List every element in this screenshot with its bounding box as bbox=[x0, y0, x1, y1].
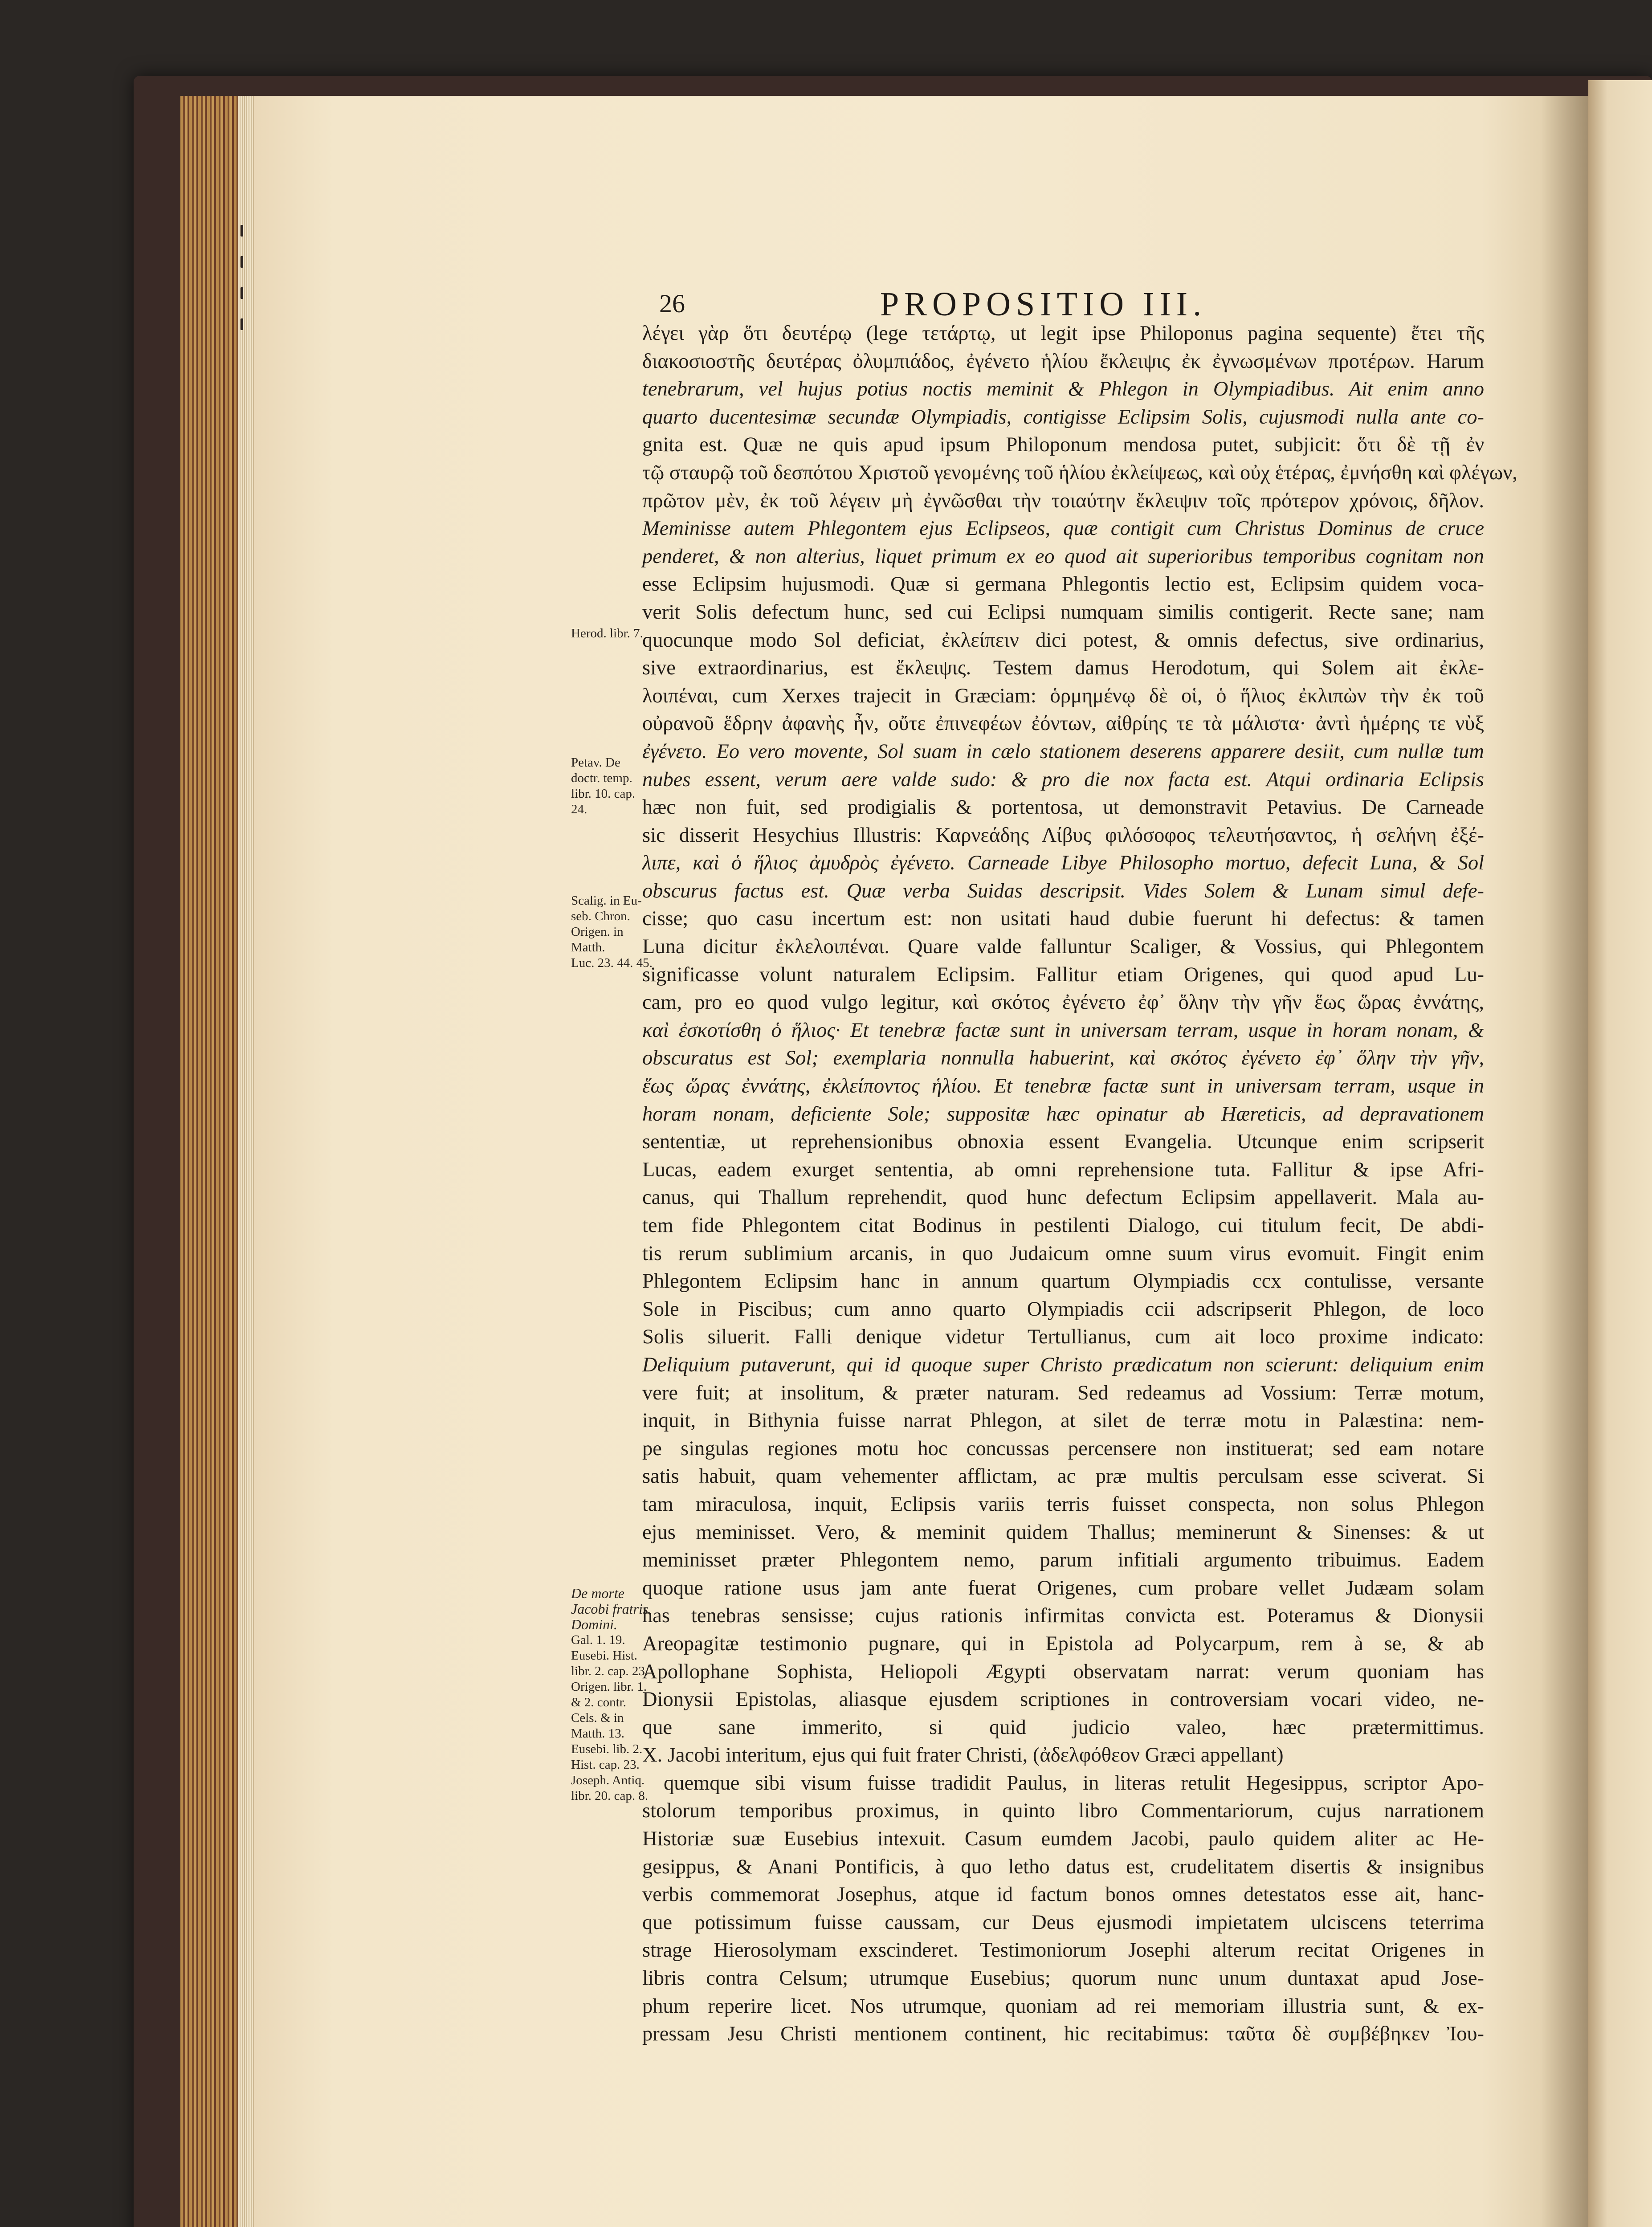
margin-note-line: Herod. libr. 7. bbox=[571, 626, 643, 640]
text-line: tenebrarum, vel hujus potius noctis meminit & Phlegon in Olympiadibus. Ait enim anno bbox=[642, 378, 1484, 401]
margin-note bbox=[571, 1585, 649, 1804]
text-line: meminisset præter Phlegontem nemo, parum infitiali argumento tribuimus. Eadem bbox=[642, 1549, 1484, 1572]
text-line: tem fide Phlegontem citat Bodinus in pestilenti Dialogo, cui titulum fecit, De abdi- bbox=[642, 1214, 1484, 1237]
text-line: cam, pro eo quod vulgo legitur, καὶ σκότος ἐγένετο ἐφ᾽ ὅλην τὴν γῆν ἕως ὥρας ἐννάτης, bbox=[642, 991, 1484, 1014]
text-line: ἐγένετο. Eo vero movente, Sol suam in cælo stationem deserens apparere desiit, cum nullæ tum bbox=[642, 740, 1484, 763]
body-text bbox=[642, 320, 1517, 2048]
text-line: tis rerum sublimium arcanis, in quo Judaicum omne suum virus evomuit. Fingit enim bbox=[642, 1242, 1484, 1265]
margin-note-line: libr. 10. cap. bbox=[571, 787, 636, 801]
text-line: sic disserit Hesychius Illustris: Καρνεάδης Λίβυς φιλόσοφος τελευτήσαντος, ἡ σελήνη ἐξέ- bbox=[642, 824, 1484, 847]
text-line: gnita est. Quæ ne quis apud ipsum Philoponum mendosa putet, subjicit: ὅτι δὲ τῇ ἐν bbox=[642, 433, 1484, 457]
page-header bbox=[659, 285, 1505, 321]
margin-note-line: Luc. 23. 44. 45. bbox=[571, 956, 653, 970]
text-line: sententiæ, ut reprehensionibus obnoxia essent Evangelia. Utcunque enim scripserit bbox=[642, 1130, 1484, 1154]
text-line: obscurus factus est. Quæ verba Suidas descripsit. Vides Solem & Lunam simul defe- bbox=[642, 879, 1484, 902]
text-line: nubes essent, verum aere valde sudo: & pro die nox facta est. Atqui ordinaria Eclipsis bbox=[642, 768, 1484, 791]
gilt-page-edge bbox=[180, 96, 241, 2227]
margin-note bbox=[571, 626, 642, 641]
text-line: has tenebras sensisse; cujus rationis infirmitas convicta est. Poteramus & Dionysii bbox=[642, 1604, 1484, 1627]
page-number: 26 bbox=[659, 289, 685, 318]
text-line: quarto ducentesimæ secundæ Olympiadis, contigisse Eclipsim Solis, cujusmodi nulla ante co- bbox=[642, 405, 1484, 428]
text-line: X. Jacobi interitum, ejus qui fuit frater Christi, (ἀδελφόθεον Græci appellant) bbox=[642, 1744, 1284, 1767]
margin-note-line: 24. bbox=[571, 802, 587, 816]
text-line: διακοσιοστῆς δευτέρας ὀλυμπιάδος, ἐγένετο ἡλίου ἔκλειψις ἐκ ἐγνωσμένων προτέρων. Harum bbox=[642, 350, 1484, 373]
margin-note-line: Scalig. in Eu- bbox=[571, 893, 642, 908]
margin-note-line: Matth. bbox=[571, 940, 605, 954]
text-line: verbis commemorat Josephus, atque id factum bonos omnes detestatos esse ait, hanc- bbox=[642, 1883, 1484, 1906]
margin-note-line: Joseph. Antiq. bbox=[571, 1773, 645, 1787]
text-line: quoque ratione usus jam ante fuerat Origenes, cum probare vellet Judæam solam bbox=[642, 1576, 1484, 1599]
margin-note-line: seb. Chron. bbox=[571, 909, 630, 923]
margin-note-line: De morte bbox=[571, 1585, 624, 1601]
text-line: Sole in Piscibus; cum anno quarto Olympiadis ccii adscripserit Phlegon, de loco bbox=[642, 1297, 1484, 1321]
text-line: significasse volunt naturalem Eclipsim. Fallitur etiam Origenes, qui quod apud Lu- bbox=[642, 963, 1484, 986]
text-line: tam miraculosa, inquit, Eclipsis variis terris fuisset conspecta, non solus Phlegon bbox=[642, 1493, 1484, 1516]
text-line: phum reperire licet. Nos utrumque, quoniam ad rei memoriam illustria sunt, & ex- bbox=[642, 1995, 1484, 2018]
margin-note-line: & 2. contr. bbox=[571, 1695, 627, 1709]
text-line: stolorum temporibus proximus, in quinto libro Commentariorum, cujus narrationem bbox=[642, 1799, 1484, 1823]
margin-note-line: Domini. bbox=[571, 1616, 617, 1632]
gutter-shadow bbox=[1541, 96, 1588, 2227]
margin-note-line: Gal. 1. 19. bbox=[571, 1633, 625, 1647]
running-head: PROPOSITIO III. bbox=[880, 286, 1207, 323]
page-stack-edge bbox=[238, 96, 254, 2227]
text-line: Historiæ suæ Eusebius intexuit. Casum eumdem Jacobi, paulo quidem aliter ac He- bbox=[642, 1827, 1484, 1851]
text-line: gesippus, & Anani Pontificis, à quo letho datus est, crudelitatem disertis & insignibus bbox=[642, 1855, 1484, 1878]
margin-note-line: Jacobi fratris bbox=[571, 1601, 649, 1617]
text-line: οὐρανοῦ ἕδρην ἀφανὴς ἦν, οὔτε ἐπινεφέων ἐόντων, αἰθρίης τε τὰ μάλιστα· ἀντὶ ἡμέρης τε νὺξ bbox=[642, 712, 1484, 735]
text-line: λοιπέναι, cum Xerxes trajecit in Græciam: ὁρμημένῳ δὲ οἱ, ὁ ἥλιος ἐκλιπὼν τὴν ἐκ τοῦ bbox=[642, 684, 1484, 707]
text-line: hæc non fuit, sed prodigialis & portentosa, ut demonstravit Petavius. De Carneade bbox=[642, 796, 1484, 819]
text-line: Dionysii Epistolas, aliasque ejusdem scriptiones in controversiam vocari video, ne- bbox=[642, 1688, 1484, 1711]
text-line: penderet, & non alterius, liquet primum ex eo quod ait superioribus temporibus cognitam non bbox=[642, 545, 1484, 568]
margin-note-line: Matth. 13. bbox=[571, 1726, 625, 1741]
text-line: καὶ ἐσκοτίσθη ὁ ἥλιος· Et tenebræ factæ sunt in universam terram, usque in horam nonam, & bbox=[642, 1019, 1484, 1042]
margin-note-line: libr. 2. cap. 23. bbox=[571, 1664, 649, 1678]
text-line: canus, qui Thallum reprehendit, quod hunc defectum Eclipsim appellaverit. Mala au- bbox=[642, 1186, 1484, 1209]
text-line: quocunque modo Sol deficiat, ἐκλείπειν dici potest, & omnis defectus, sive ordinarius, bbox=[642, 628, 1484, 652]
margin-note-line: libr. 20. cap. 8. bbox=[571, 1789, 649, 1803]
text-line: obscuratus est Sol; exemplaria nonnulla habuerint, καὶ σκότος ἐγένετο ἐφ᾽ ὅλην τὴν γῆν, bbox=[642, 1047, 1484, 1070]
margin-note-line: doctr. temp. bbox=[571, 771, 632, 785]
margin-note bbox=[571, 893, 653, 971]
margin-note-line: Eusebi. Hist. bbox=[571, 1648, 638, 1663]
margin-note-line: Origen. in bbox=[571, 925, 624, 939]
margin-note-line: Petav. De bbox=[571, 755, 620, 770]
margin-note bbox=[571, 755, 642, 817]
binding-holes bbox=[241, 225, 245, 367]
text-line: Meminisse autem Phlegontem ejus Eclipseos, quæ contigit cum Christus Dominus de cruce bbox=[642, 517, 1484, 540]
text-line: τῷ σταυρῷ τοῦ δεσπότου Χριστοῦ γενομένης τοῦ ἡλίου ἐκλείψεως, καὶ οὐχ ἑτέρας, ἐμνήσθη καὶ φλέγων, bbox=[642, 461, 1517, 484]
text-line: libris contra Celsum; utrumque Eusebius; quorum nunc unum duntaxat apud Jose- bbox=[642, 1967, 1484, 1990]
text-line: Phlegontem Eclipsim hanc in annum quartum Olympiadis ccx contulisse, versante bbox=[642, 1270, 1484, 1293]
text-line: sive extraordinarius, est ἔκλειψις. Testem damus Herodotum, qui Solem ait ἐκλε- bbox=[642, 657, 1484, 680]
text-line: satis habuit, quam vehementer afflictam, ac præ multis perculsam esse sciverat. Si bbox=[642, 1465, 1484, 1488]
text-line: λέγει γὰρ ὅτι δευτέρῳ (lege τετάρτῳ, ut legit ipse Philoponus pagina sequente) ἔτει τῆς bbox=[642, 322, 1484, 345]
text-line: quemque sibi visum fuisse tradidit Paulus, in literas retulit Hegesippus, scriptor Apo- bbox=[664, 1771, 1484, 1795]
text-line: inquit, in Bithynia fuisse narrat Phlegon, at silet de terræ motu in Palæstina: nem- bbox=[642, 1409, 1484, 1432]
text-line: Deliquium putaverunt, qui id quoque super Christo prædicatum non scierunt: deliquium enim bbox=[642, 1353, 1484, 1376]
text-line: πρῶτον μὲν, ἐκ τοῦ λέγειν μὴ ἐγνῶσθαι τὴν τοιαύτην ἔκλειψιν τοῖς πρότερον χρόνοις, δῆλον. bbox=[642, 489, 1484, 512]
text-line: ejus meminisset. Vero, & meminit quidem Thallus; meminerunt & Sinenses: & ut bbox=[642, 1521, 1484, 1544]
text-line: pressam Jesu Christi mentionem continent, hic recitabimus: ταῦτα δὲ συμβέβηκεν Ἰου- bbox=[642, 2023, 1484, 2046]
text-line: esse Eclipsim hujusmodi. Quæ si germana Phlegontis lectio est, Eclipsim quidem voca- bbox=[642, 573, 1484, 596]
text-line: Lucas, eadem exurget sententia, ab omni reprehensione tuta. Fallitur & ipse Afri- bbox=[642, 1158, 1484, 1181]
text-line: strage Hierosolymam exscinderet. Testimoniorum Josephi alterum recitat Origenes in bbox=[642, 1939, 1484, 1962]
text-line: λιπε, καὶ ὁ ἥλιος ἀμυδρὸς ἐγένετο. Carneade Libye Philosopho mortuo, defecit Luna, & Sol bbox=[642, 852, 1484, 875]
text-line: Solis siluerit. Falli denique videtur Tertullianus, cum ait loco proxime indicato: bbox=[642, 1326, 1484, 1349]
margin-note-line: Origen. libr. 1. bbox=[571, 1680, 647, 1694]
text-line: que potissimum fuisse caussam, cur Deus ejusmodi impietatem ulciscens teterrima bbox=[642, 1911, 1484, 1934]
text-line: vere fuit; at insolitum, & præter naturam. Sed redeamus ad Vossium: Terræ motum, bbox=[642, 1381, 1484, 1404]
margin-note-line: Cels. & in bbox=[571, 1711, 624, 1725]
text-line: que sane immerito, si quid judicio valeo, hæc prætermittimus. bbox=[642, 1716, 1484, 1739]
text-line: verit Solis defectum hunc, sed cui Eclipsi numquam similis contigerit. Recte sane; nam bbox=[642, 600, 1484, 624]
facing-page-edge bbox=[1588, 80, 1652, 2227]
margin-note-line: Eusebi. lib. 2. bbox=[571, 1742, 643, 1756]
text-line: Luna dicitur ἐκλελοιπέναι. Quare valde falluntur Scaliger, & Vossius, qui Phlegontem bbox=[642, 935, 1484, 959]
text-line: horam nonam, deficiente Sole; suppositæ hæc opinatur ab Hæreticis, ad depravationem bbox=[642, 1102, 1484, 1126]
text-line: ἕως ὥρας ἐννάτης, ἐκλείποντος ἡλίου. Et tenebræ factæ sunt in universam terram, usque in bbox=[642, 1075, 1484, 1098]
text-line: Apollophane Sophista, Heliopoli Ægypti observatam narrat: verum quoniam has bbox=[642, 1660, 1484, 1683]
text-line: pe singulas regiones motu hoc concussas percensere non instituerat; sed eam notare bbox=[642, 1437, 1484, 1460]
margin-note-line: Hist. cap. 23. bbox=[571, 1758, 640, 1772]
text-line: Areopagitæ testimonio pugnare, qui in Epistola ad Polycarpum, rem à se, & ab bbox=[642, 1632, 1484, 1655]
text-line: cisse; quo casu incertum est: non usitati haud dubie fuerunt hi defectus: & tamen bbox=[642, 907, 1484, 930]
